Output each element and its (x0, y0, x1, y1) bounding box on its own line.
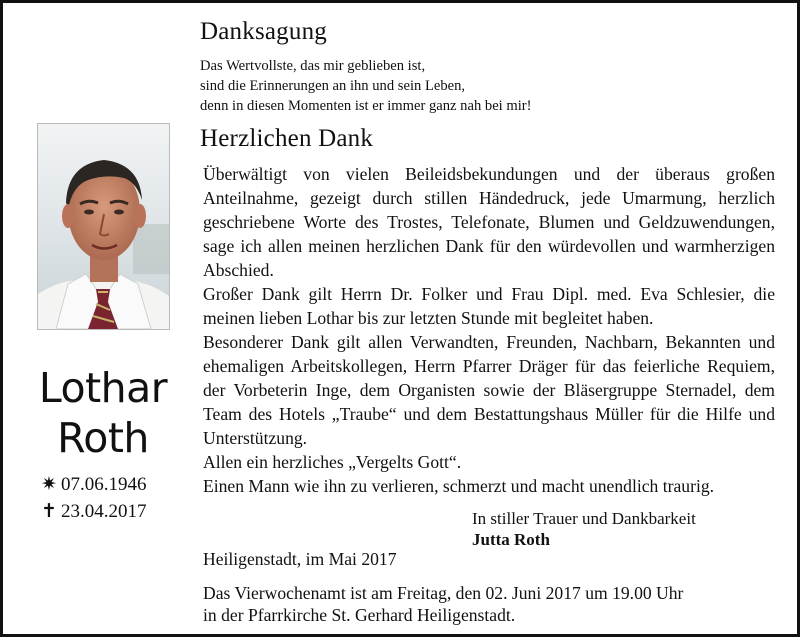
paragraph: Besonderer Dank gilt allen Verwandten, Freunden, Nachbarn, Bekannten und ehemaligen Arbeitskollegen, Herrn Pfarrer Dräger für das feierliche Requiem, der Vorbeterin Inge, dem Organisten sowie der Bläsergruppe Sternadel, dem Team des Hotels „Traube“ und dem Bestattungshaus Müller für die Hilfe und Unterstützung. (203, 332, 775, 448)
death-cross-icon: ✝ (41, 501, 57, 522)
poem (200, 56, 532, 116)
first-name: Lothar (38, 364, 168, 412)
paragraph: Großer Dank gilt Herrn Dr. Folker und Frau Dipl. med. Eva Schlesier, die meinen lieben Lothar bis zur letzten Stunde mit begleitet haben. (203, 284, 775, 328)
poem-line: denn in diesen Momenten ist er immer ganz nah bei mir! (200, 98, 532, 114)
signature: Jutta Roth (472, 530, 550, 549)
deceased-name (23, 363, 183, 463)
poem-line: sind die Erinnerungen an ihn und sein Leben, (200, 78, 466, 94)
paragraph: Allen ein herzliches „Vergelts Gott“. (203, 452, 462, 472)
closing-signature (472, 508, 696, 550)
life-dates (41, 471, 147, 525)
notice-line: in der Pfarrkirche St. Gerhard Heiligenstadt. (203, 605, 516, 625)
notice-line: Das Vierwochenamt ist am Freitag, den 02. Juni 2017 um 19.00 Uhr (203, 583, 684, 603)
paragraph: Überwältigt von vielen Beileidsbekundungen und der überaus großen Anteilnahme, gezeigt durch stillen Händedruck, jede Umarmung, herzlich geschriebene Worte des Trostes, Telefonate, Blumen und Geldzuwendungen, sage ich allen meinen herzlichen Dank für den würdevollen und warmherzigen Abschied. (203, 164, 775, 280)
poem-line: Das Wertvollste, das mir geblieben ist, (200, 58, 426, 74)
thanks-text (203, 162, 775, 498)
portrait-photo (37, 123, 170, 330)
death-row (41, 498, 147, 525)
birth-date: 07.06.1946 (61, 474, 147, 495)
death-date: 23.04.2017 (61, 501, 147, 522)
last-name: Roth (57, 414, 149, 462)
service-notice (203, 582, 775, 626)
heading-herzlichen-dank: Herzlichen Dank (200, 125, 374, 152)
birth-star-icon: ✷ (41, 474, 57, 495)
birth-row (41, 471, 147, 498)
paragraph: Einen Mann wie ihn zu verlieren, schmerzt und macht unendlich traurig. (203, 476, 715, 496)
heading-danksagung: Danksagung (200, 18, 327, 45)
closing-line: In stiller Trauer und Dankbarkeit (472, 509, 696, 528)
place-date: Heiligenstadt, im Mai 2017 (203, 549, 397, 569)
